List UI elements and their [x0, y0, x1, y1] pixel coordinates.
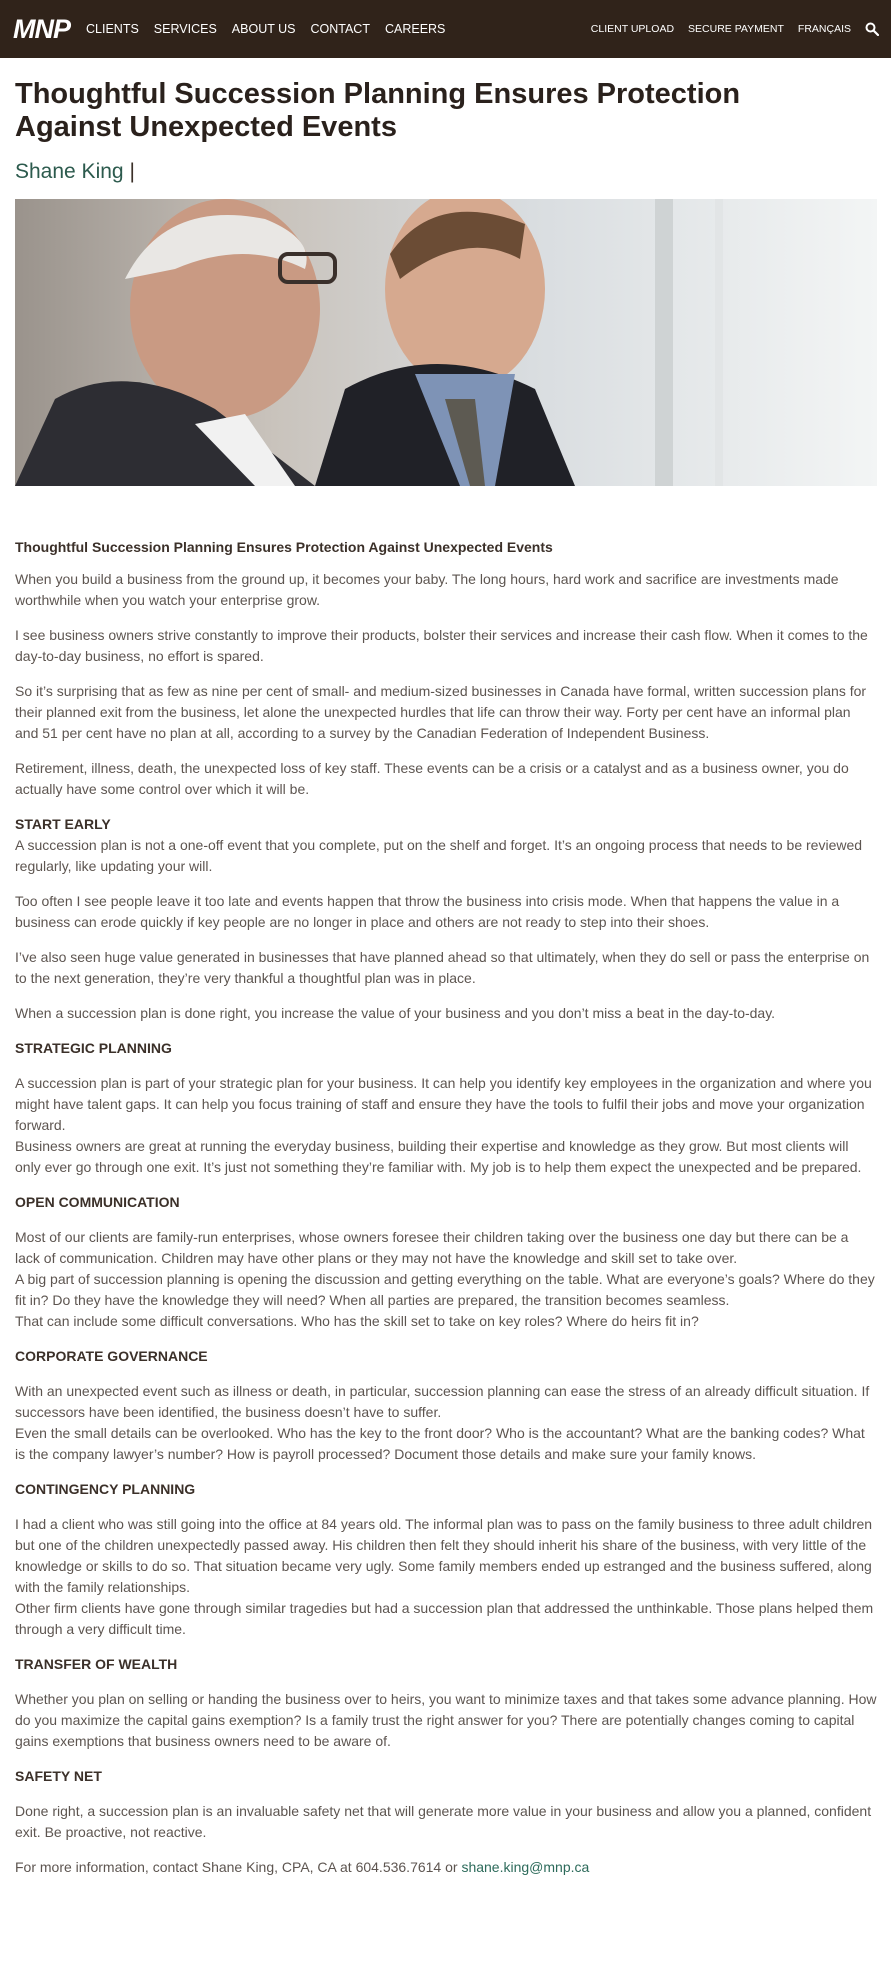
section-heading-safety-net: SAFETY NET: [15, 1768, 102, 1784]
section-heading-contingency-planning: CONTINGENCY PLANNING: [15, 1481, 196, 1497]
wealth-paragraph-1: Whether you plan on selling or handing the business over to heirs, you want to minimize taxes and that takes some advance planning. How do you maximize the capital gains exemption? Is a family trust the right answer for you? There are potentially changes coming to capital gains exemptions that business owners need to be aware of.: [15, 1691, 877, 1749]
strategic-paragraph-1: A succession plan is part of your strategic plan for your business. It can help you identify key employees in the organization and where you might have talent gaps. It can help you focus training of staff and ensure they have the tools to fulfil their jobs and move your organization forward.: [15, 1075, 872, 1133]
author-separator: |: [129, 160, 135, 183]
article-heading: Thoughtful Succession Planning Ensures Protection Against Unexpected Events: [15, 539, 553, 555]
open-comm-paragraph-1: Most of our clients are family-run enterprises, whose owners foresee their children taking over the business one day but there can be a lack of communication. Children may have other plans or they may not have the knowledge and skill set to take over.: [15, 1229, 849, 1266]
section-heading-transfer-of-wealth: TRANSFER OF WEALTH: [15, 1656, 178, 1672]
section-heading-open-communication: OPEN COMMUNICATION: [15, 1194, 180, 1210]
secure-payment-link[interactable]: SECURE PAYMENT: [688, 23, 784, 35]
hero-photo: [15, 199, 877, 486]
nav-about-us[interactable]: ABOUT US: [231, 22, 296, 36]
section-heading-start-early: START EARLY: [15, 816, 111, 832]
page-title: Thoughtful Succession Planning Ensures Protection Against Unexpected Events: [15, 78, 741, 143]
intro-paragraph-2: I see business owners strive constantly to improve their products, bolster their services and increase their cash flow. When it comes to the day-to-day business, no effort is spared.: [15, 627, 868, 664]
mnp-logo[interactable]: MNP: [13, 13, 70, 44]
intro-paragraph-3: So it’s surprising that as few as nine per cent of small- and medium-sized businesses in Canada have formal, written succession plans for their planned exit from the business, let alone the unexpected hurdles that life can throw their way. Forty per cent have an informal plan and 51 per cent have no plan at all, according to a survey by the Canadian Federation of Independent Business.: [15, 683, 867, 741]
section-heading-corporate-governance: CORPORATE GOVERNANCE: [15, 1348, 208, 1364]
author-byline: [15, 160, 877, 184]
intro-paragraph-1: When you build a business from the ground up, it becomes your baby. The long hours, hard work and sacrifice are investments made worthwhile when you watch your enterprise grow.: [15, 571, 839, 608]
author-name[interactable]: Shane King: [15, 160, 124, 183]
section-heading-strategic-planning: STRATEGIC PLANNING: [15, 1040, 172, 1056]
nav-clients[interactable]: CLIENTS: [86, 22, 139, 36]
start-early-paragraph-3: I’ve also seen huge value generated in businesses that have planned ahead so that ultimately, when they do sell or pass the enterprise on to the next generation, they’re very thankful a thoughtful plan was in place.: [15, 949, 870, 986]
article-body: [15, 539, 877, 1878]
safety-paragraph-1: Done right, a succession plan is an invaluable safety net that will generate more value in your business and allow you a planned, confident exit. Be proactive, not reactive.: [15, 1803, 872, 1840]
start-early-paragraph-2: Too often I see people leave it too late and events happen that throw the business into crisis mode. When that happens the value in a business can erode quickly if key people are no longer in place and others are not ready to step into their shoes.: [15, 893, 840, 930]
top-navbar: [0, 0, 891, 58]
start-early-paragraph-1: A succession plan is not a one-off event that you complete, put on the shelf and forget. It’s an ongoing process that needs to be reviewed regularly, like updating your will.: [15, 837, 863, 874]
nav-contact[interactable]: CONTACT: [310, 22, 370, 36]
nav-careers[interactable]: CAREERS: [384, 22, 446, 36]
hero-photo-illustration: [15, 199, 877, 486]
open-comm-paragraph-3: That can include some difficult conversations. Who has the skill set to take on key roles? Where do heirs fit in?: [15, 1313, 699, 1329]
strategic-paragraph-2: Business owners are great at running the everyday business, building their expertise and knowledge as they grow. But most clients will only ever go through one exit. It’s just not something they’re familiar with. My job is to help them expect the unexpected and be prepared.: [15, 1138, 862, 1175]
main-nav: [86, 22, 460, 36]
contact-email-link[interactable]: shane.king@mnp.ca: [461, 1859, 590, 1875]
language-toggle-link[interactable]: FRANÇAIS: [797, 23, 851, 35]
start-early-paragraph-4: When a succession plan is done right, you increase the value of your business and you don’t miss a beat in the day-to-day.: [15, 1005, 776, 1021]
governance-paragraph-1: With an unexpected event such as illness or death, in particular, succession planning can ease the stress of an already difficult situation. If successors have been identified, the business doesn’t have to suffer.: [15, 1383, 870, 1420]
nav-services[interactable]: SERVICES: [153, 22, 217, 36]
intro-paragraph-4: Retirement, illness, death, the unexpected loss of key staff. These events can be a crisis or a catalyst and as a business owner, you do actually have some control over which it will be.: [15, 760, 849, 797]
contact-text: For more information, contact Shane King, CPA, CA at 604.536.7614 or: [15, 1859, 462, 1875]
contact-paragraph: [15, 1857, 877, 1878]
contingency-paragraph-2: Other firm clients have gone through similar tragedies but had a succession plan that addressed the unthinkable. Those plans helped them through a very difficult time.: [15, 1600, 874, 1637]
contingency-paragraph-1: I had a client who was still going into the office at 84 years old. The informal plan was to pass on the family business to three adult children but one of the children unexpectedly passed away. His children then felt they should inherit his share of the business, with very little of the knowledge or skills to do so. That situation became very ugly. Some family members ended up estranged and the business suffered, along with the family relationships.: [15, 1516, 873, 1595]
governance-paragraph-2: Even the small details can be overlooked. Who has the key to the front door? Who is the accountant? What are the banking codes? What is the company lawyer’s number? How is payroll processed? Document those details and make sure your family knows.: [15, 1425, 865, 1462]
open-comm-paragraph-2: A big part of succession planning is opening the discussion and getting everything on the table. What are everyone’s goals? Where do they fit in? Do they have the knowledge they will need? When all parties are prepared, the transition becomes seamless.: [15, 1271, 875, 1308]
search-icon[interactable]: [865, 22, 879, 36]
client-upload-link[interactable]: CLIENT UPLOAD: [590, 23, 675, 35]
page-content: [0, 78, 891, 1878]
utility-nav: [577, 0, 879, 58]
